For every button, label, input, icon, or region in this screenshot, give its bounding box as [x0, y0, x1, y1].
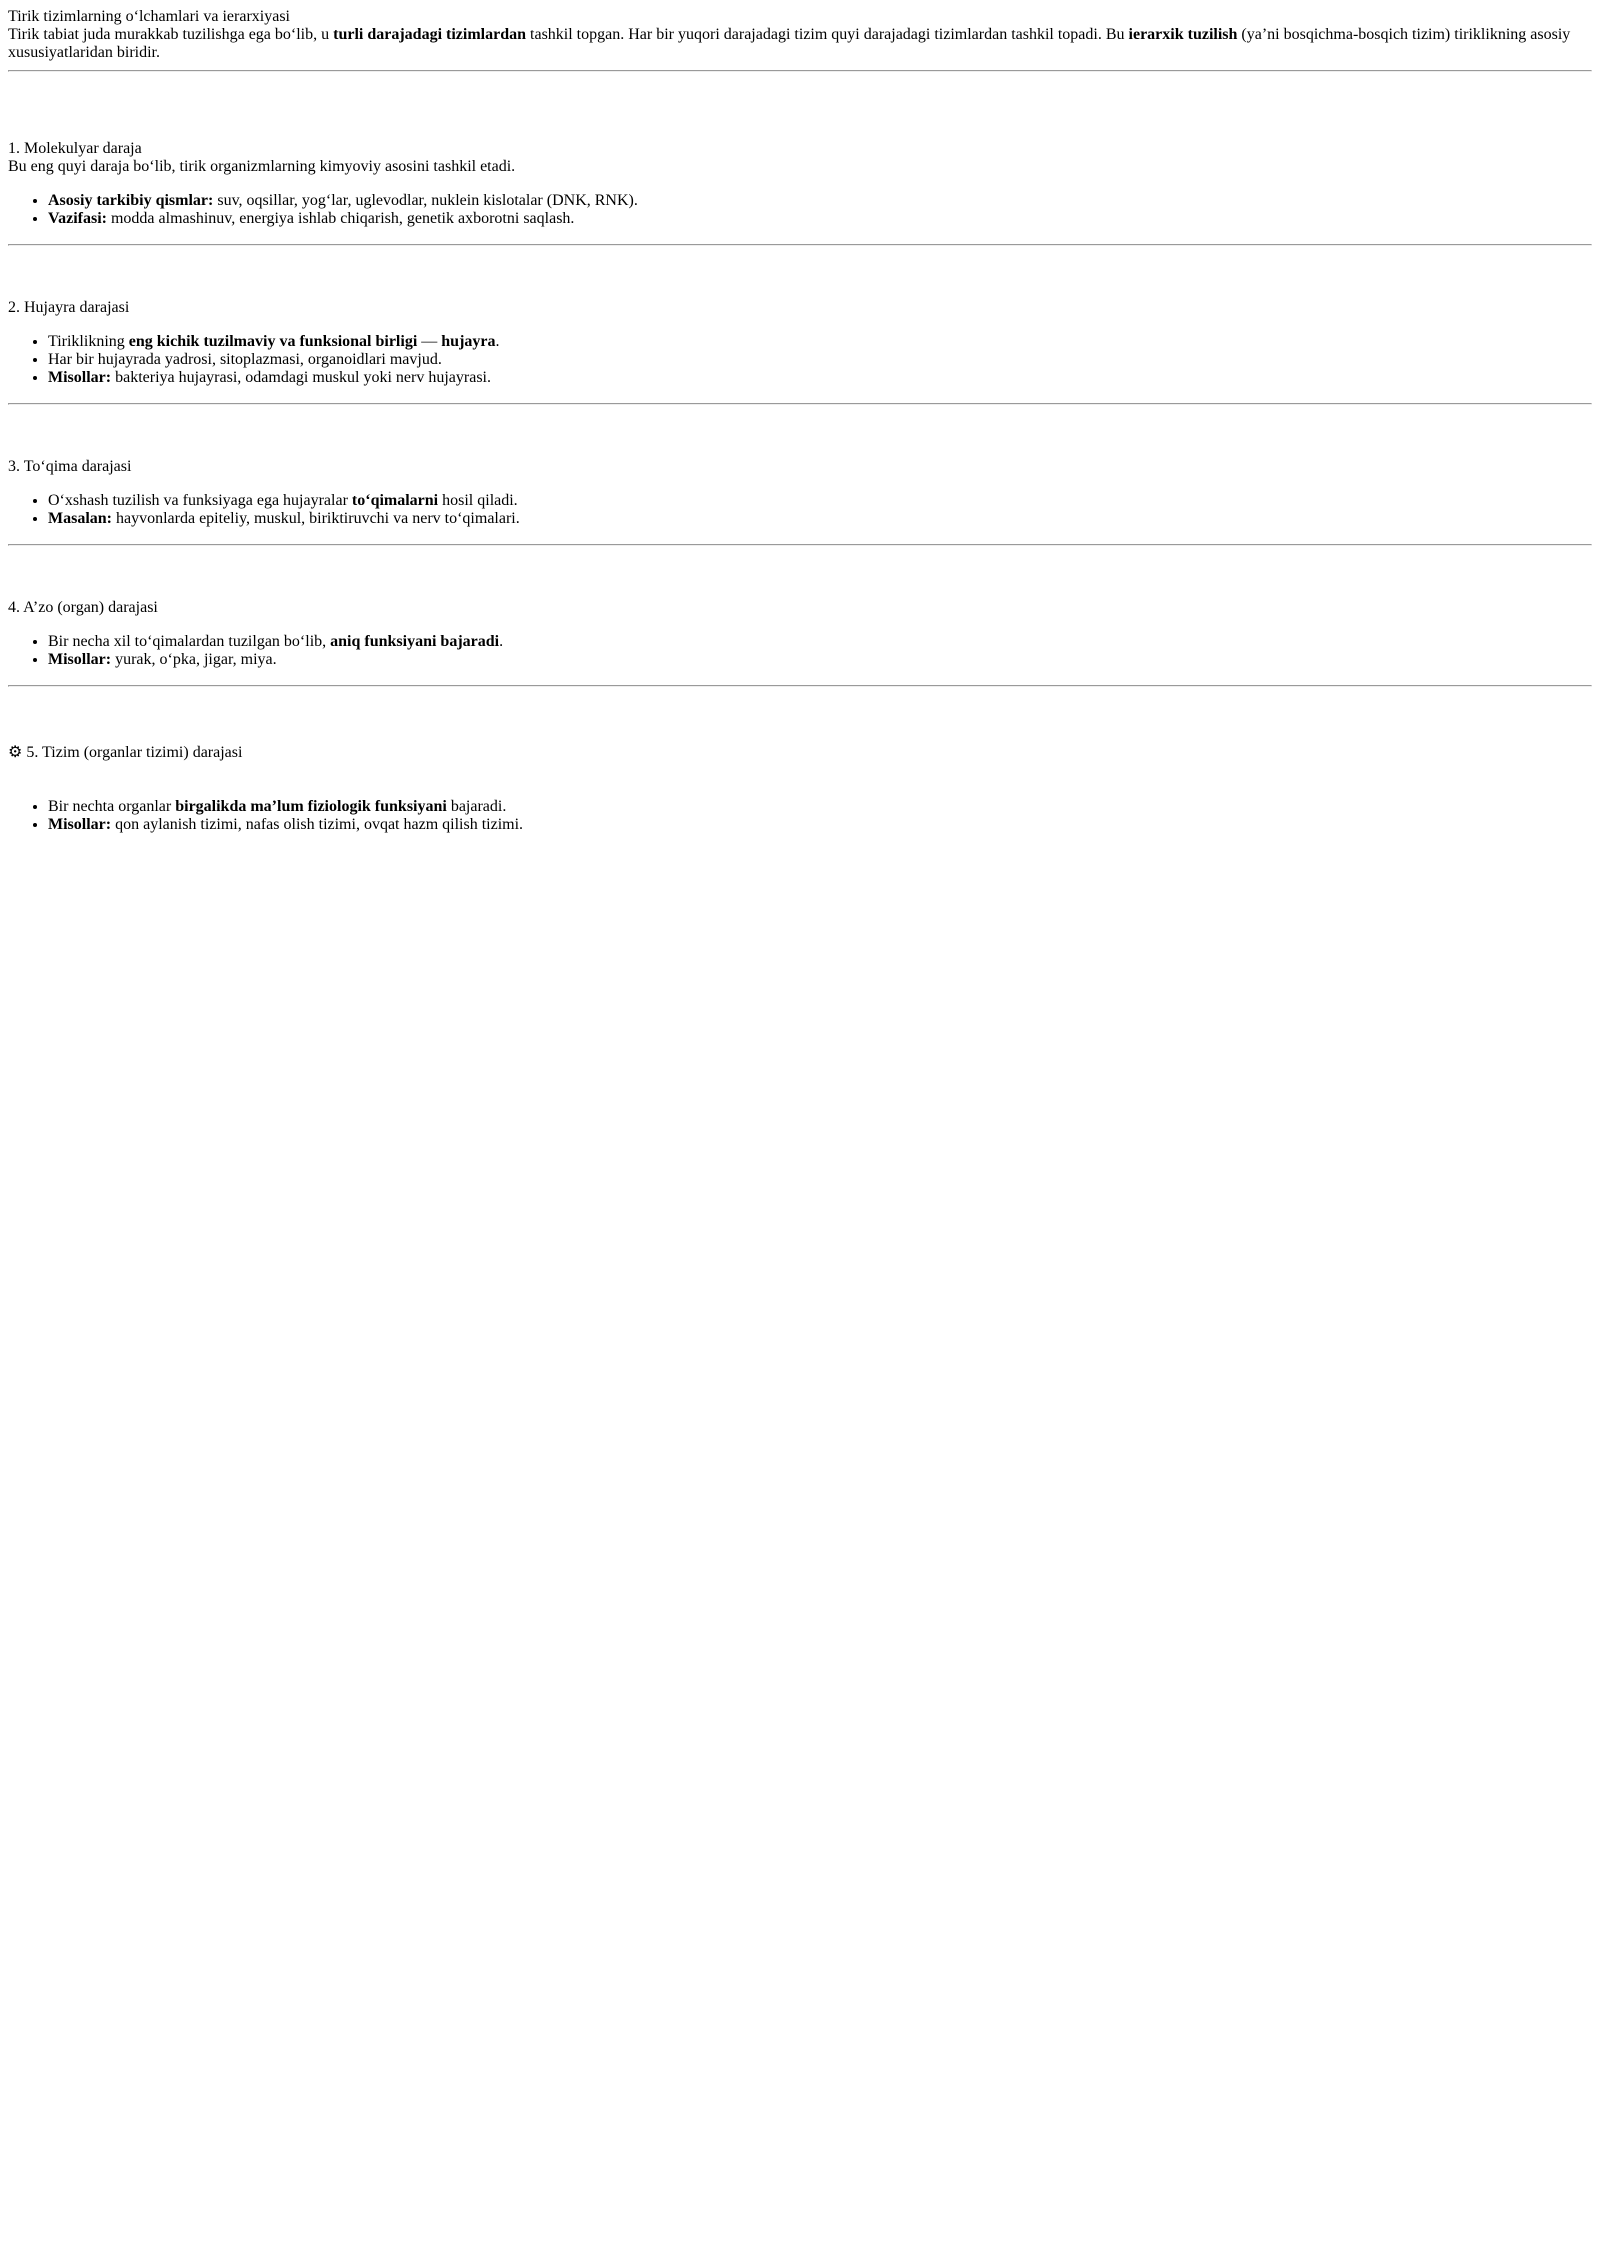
- intro-bold-2: ierarxik tuzilish: [1128, 26, 1238, 43]
- list-item-label: Asosiy tarkibiy qismlar:: [48, 192, 214, 209]
- list-item-bold: birgalikda ma’lum fiziologik funksiyani: [175, 798, 447, 815]
- list-item-label: Misollar:: [48, 816, 112, 833]
- list-item-text: O‘xshash tuzilish va funksiyaga ega hujayralar: [48, 492, 352, 509]
- list-item-bold: to‘qimalarni: [351, 492, 439, 509]
- section-4-list: [8, 633, 1592, 669]
- intro-text-3: (ya’ni bosqichma-bosqich tizim) tiriklikning asosiy xususiyatlaridan biridir.: [8, 26, 1571, 61]
- intro-bold-1: turli darajadagi tizimlardan: [333, 26, 527, 43]
- document-page: [8, 8, 1592, 834]
- section-5-list: [8, 798, 1592, 834]
- section-1-heading: 1. Molekulyar daraja: [8, 140, 142, 157]
- divider: [8, 403, 1592, 405]
- list-item-text: hayvonlarda epiteliy, muskul, biriktiruvchi va nerv to‘qimalari.: [112, 510, 520, 527]
- list-item-label: Vazifasi:: [48, 210, 107, 227]
- divider: [8, 685, 1592, 687]
- list-item-text: Har bir hujayrada yadrosi, sitoplazmasi, organoidlari mavjud.: [48, 351, 442, 368]
- list-item: [48, 633, 1592, 651]
- list-item-text: .: [495, 333, 500, 350]
- list-item-text: —: [417, 333, 442, 350]
- list-item-label: Misollar:: [48, 651, 112, 668]
- list-item-text: Tiriklikning: [48, 333, 129, 350]
- page-title: Tirik tizimlarning o‘lchamlari va ierarxiyasi: [8, 8, 290, 25]
- section-5-heading: [8, 742, 1592, 762]
- section-4-heading: 4. A’zo (organ) darajasi: [8, 599, 158, 616]
- list-item: [48, 798, 1592, 816]
- list-item-text: Bir necha xil to‘qimalardan tuzilgan bo‘lib,: [48, 633, 331, 650]
- list-item-bold: hujayra: [441, 333, 496, 350]
- section-1-paragraph: Bu eng quyi daraja bo‘lib, tirik organizmlarning kimyoviy asosini tashkil etadi.: [8, 158, 516, 175]
- section-5-heading-text: 5. Tizim (organlar tizimi) darajasi: [26, 744, 243, 761]
- intro-text-2: tashkil topgan. Har bir yuqori darajadagi tizim quyi darajadagi tizimlardan tashkil topadi. Bu: [526, 26, 1129, 43]
- section-3-heading: 3. To‘qima darajasi: [8, 458, 132, 475]
- list-item-bold: eng kichik tuzilmaviy va funksional birligi: [128, 333, 418, 350]
- list-item-text: bajaradi.: [446, 798, 507, 815]
- section-3-list: [8, 492, 1592, 528]
- list-item: [48, 510, 1592, 528]
- list-item: [48, 333, 1592, 351]
- list-item: [48, 351, 1592, 369]
- list-item-text: .: [499, 633, 504, 650]
- list-item-text: Bir nechta organlar: [48, 798, 176, 815]
- section-1-list: [8, 192, 1592, 228]
- list-item-text: hosil qiladi.: [438, 492, 518, 509]
- divider: [8, 244, 1592, 246]
- divider: [8, 70, 1592, 72]
- intro-paragraph: [8, 26, 1592, 62]
- divider: [8, 544, 1592, 546]
- list-item-text: bakteriya hujayrasi, odamdagi muskul yoki nerv hujayrasi.: [111, 369, 491, 386]
- list-item-bold: aniq funksiyani bajaradi: [330, 633, 500, 650]
- list-item: [48, 192, 1592, 210]
- section-2-list: [8, 333, 1592, 387]
- list-item-text: suv, oqsillar, yog‘lar, uglevodlar, nuklein kislotalar (DNK, RNK).: [213, 192, 638, 209]
- intro-text-1: Tirik tabiat juda murakkab tuzilishga ega bo‘lib, u: [8, 26, 334, 43]
- list-item-text: yurak, o‘pka, jigar, miya.: [111, 651, 277, 668]
- list-item-label: Masalan:: [48, 510, 112, 527]
- list-item-label: Misollar:: [48, 369, 112, 386]
- section-2-heading: 2. Hujayra darajasi: [8, 299, 130, 316]
- list-item: [48, 651, 1592, 669]
- gear-icon: ⚙: [8, 744, 23, 761]
- list-item: [48, 492, 1592, 510]
- list-item-text: modda almashinuv, energiya ishlab chiqarish, genetik axborotni saqlash.: [106, 210, 575, 227]
- list-item: [48, 210, 1592, 228]
- list-item: [48, 369, 1592, 387]
- list-item-text: qon aylanish tizimi, nafas olish tizimi, ovqat hazm qilish tizimi.: [111, 816, 524, 833]
- list-item: [48, 816, 1592, 834]
